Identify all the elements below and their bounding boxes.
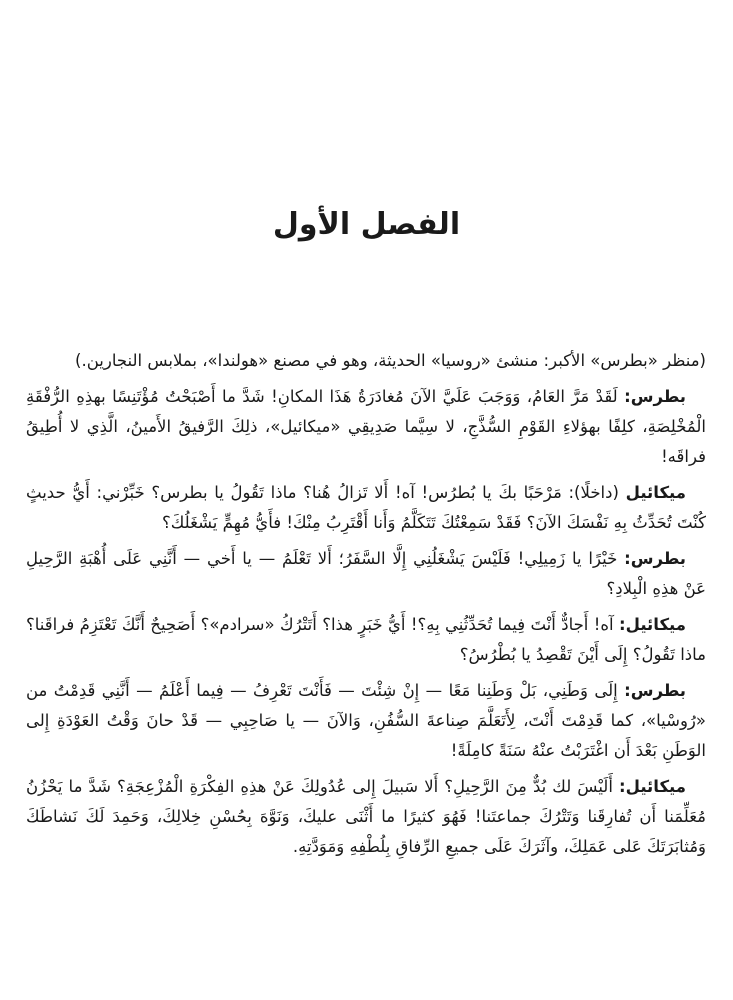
stage-direction: (منظر «بطرس» الأكبر: منشئ «روسيا» الحديثة، وهو في مصنع «هولندا»، بملابس النجارين.)	[75, 351, 706, 370]
dialogue-paragraph	[26, 382, 706, 472]
speaker-name: بطرس:	[624, 387, 686, 406]
chapter-title: الفصل الأول	[272, 207, 461, 242]
speech-text: لَقَدْ مَرَّ العَامُ، وَوَجَبَ عَلَيَّ الآنَ مُغادَرَةُ هَذَا المكانِ! شَدَّ ما أَصْبَحْتُ مُؤْتَنِسًا بهذِهِ الرُّفْقَةِ الْمُخْلِصَةِ، كلِفًا بهؤلاءِ القَوْمِ السُّذَّجِ، لا سِيَّما صَدِيقِي «ميكائيل»، ذلِكَ الرَّفيقُ الأَمينُ، الَّذِي لا أُطِيقُ فراقَه!	[26, 387, 706, 466]
dialogue-paragraph	[26, 478, 706, 538]
speech-text: خَيْرًا يا زَمِيلِي! فَلَيْسَ يَشْغَلُنِي إِلَّا السَّفَرُ؛ أَلا تَعْلَمُ — يا أَخي — أَنَّنِي عَلَى أُهْبَةِ الرَّحِيلِ عَنْ هذِهِ الْبِلادِ؟	[26, 549, 706, 598]
speaker-name: بطرس:	[624, 681, 686, 700]
dialogue-paragraph	[26, 676, 706, 766]
speech-text: إِلَى وَطَنِي، بَلْ وَطَنِنا مَعًا — إِنْ شِئْتَ — فَأَنْتَ تَعْرِفُ — فِيما أَعْلَمُ — أَنَّنِي قَدِمْتُ من «رُوسْيا»، كما قَدِمْتَ أَنْتَ، لِأَتَعَلَّمَ صِناعةَ السُّفُنِ، وَالآنَ — يا صَاحِبِي — قَدْ حانَ وَقْتُ العَوْدَةِ إِلى الوَطَنِ بَعْدَ أَن اغْتَرَبْتُ عنْهُ سَنَةً كامِلَةً!	[26, 681, 706, 760]
speaker-name: بطرس:	[624, 549, 686, 568]
speech-text: آه! أَجادٌّ أَنْتَ فِيما تُحَدِّثُنِي بِهِ؟! أَيُّ خَبَرٍ هذا؟ أَتَتْرُكُ «سرادم»؟ أَصَحِيحٌ أَنَّكَ تَعْتَزِمُ فراقَنا؟ ماذا تَقُولُ؟ إِلَى أَيْنَ تَقْصِدُ يا بُطْرُسُ؟	[26, 615, 706, 664]
speech-text: (داخلًا): مَرْحَبًا بكَ يا بُطرُس! آه! أَلا تَزالُ هُنا؟ ماذا تَقُولُ يا بطرس؟ خَبِّرْني: أَيُّ حديثٍ كُنْتَ تُحَدِّثُ بِهِ نَفْسَكَ الآنَ؟ فَقَدْ سَمِعْتُكَ تَتَكَلَّمُ وَأَنا أَقْتَرِبُ مِنْكَ! فأَيُّ مُهِمٍّ يَشْغَلُكَ؟	[26, 483, 706, 532]
dialogue-paragraph	[26, 610, 706, 670]
play-text	[26, 346, 706, 868]
dialogue-paragraph	[26, 544, 706, 604]
speaker-name: ميكائيل	[625, 483, 686, 502]
speech-text: أَلَيْسَ لك بُدٌّ مِنَ الرَّحِيلِ؟ أَلا سَبيلَ إِلى عُدُولِكَ عَنْ هذِهِ الفِكْرَةِ الْمُزْعِجَةِ؟ شَدَّ ما يَحْزُنُ مُعَلِّمَنا أَن تُفارِقَنا وَتَتْرُكَ جماعتَنا! فَهُوَ كثيرًا ما أَثْنَى عليكَ، وَنَوَّهَ بِحُسْنِ خِلالِكَ، وَحَمِدَ لَكَ نَشاطَكَ وَمُثابَرَتَكَ عَلى عَمَلِكَ، وآثَرَكَ عَلَى جميعِ الرِّفاقِ بِلُطْفِهِ وَمَوَدَّتِهِ.	[26, 777, 706, 856]
dialogue-paragraph	[26, 772, 706, 862]
speaker-name: ميكائيل:	[619, 615, 686, 634]
speaker-name: ميكائيل:	[619, 777, 686, 796]
